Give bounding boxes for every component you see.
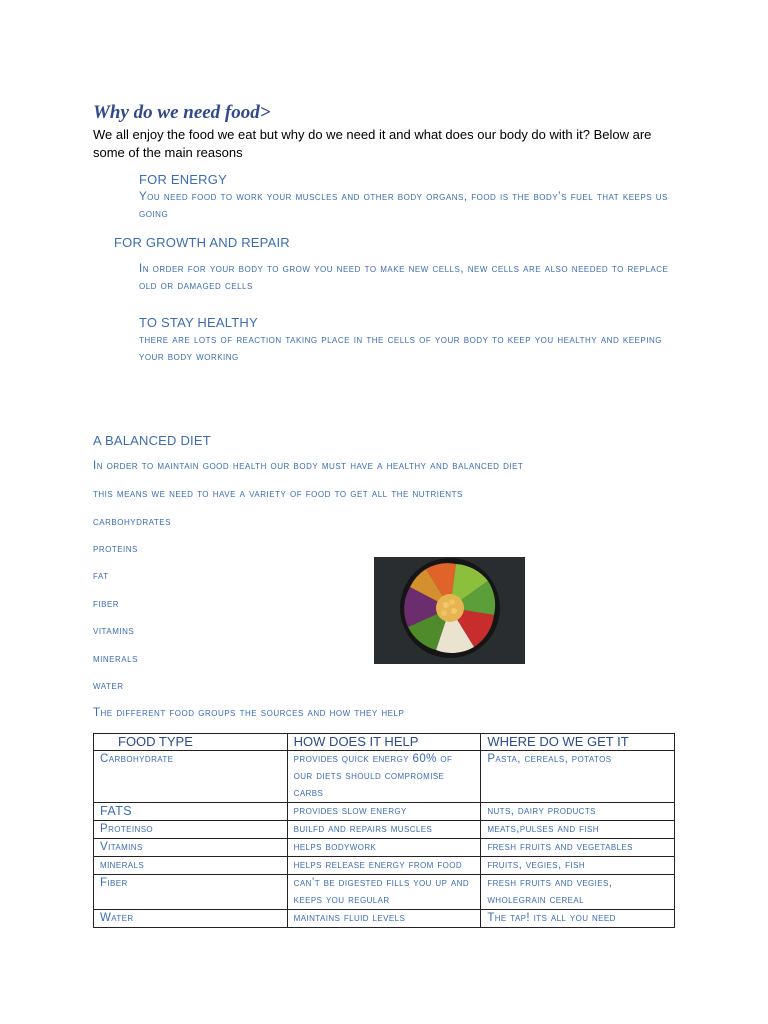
table-cell: provides quick energy 60% of our diets should compromise carbs [287, 751, 481, 803]
nutrient-item: fiber [93, 598, 120, 610]
table-row [94, 821, 675, 839]
salad-bowl-icon [374, 557, 525, 664]
balanced-line-2: this means we need to have a variety of food to get all the nutrients [93, 488, 463, 500]
table-cell: can’t be digested fills you up and keeps you regular [287, 875, 481, 910]
table-cell: helps release energy from food [287, 857, 481, 875]
table-cell: Fiber [94, 875, 288, 910]
nutrient-item: fat [93, 570, 109, 582]
table-cell: minerals [94, 857, 288, 875]
section-heading-energy: FOR ENERGY [139, 172, 227, 187]
nutrient-item: proteins [93, 543, 138, 555]
section-text-growth: In order for your body to grow you need to make new cells, new cells are also needed to replace old or damaged cells [139, 263, 669, 292]
page-title: Why do we need food> [93, 102, 271, 123]
table-cell: Water [94, 910, 288, 928]
table-cell: meats,pulses and fish [481, 821, 675, 839]
table-cell: helps bodywork [287, 839, 481, 857]
nutrient-item: vitamins [93, 625, 135, 637]
table-cell: FATS [94, 803, 288, 821]
section-text-healthy: there are lots of reaction taking place in the cells of your body to keep you healthy and keeping your body working [139, 334, 662, 363]
nutrient-item: water [93, 680, 124, 692]
section-text-energy: You need food to work your muscles and other body organs, food is the body’s fuel that keeps us going [139, 191, 668, 220]
table-cell: Carbohydrate [94, 751, 288, 803]
table-cell: provides slow energy [287, 803, 481, 821]
nutrient-item: carbohydrates [93, 516, 171, 528]
table-header-row [94, 734, 675, 751]
table-row [94, 875, 675, 910]
table-cell: Proteinso [94, 821, 288, 839]
balanced-diet-heading: A BALANCED DIET [93, 433, 211, 448]
nutrient-item: minerals [93, 653, 138, 665]
table-row [94, 910, 675, 928]
food-groups-table [93, 733, 675, 928]
table-cell: The tap! its all you need [481, 910, 675, 928]
section-heading-healthy: TO STAY HEALTHY [139, 315, 258, 330]
table-cell: fruits, vegies, fish [481, 857, 675, 875]
table-row [94, 803, 675, 821]
food-groups-line: The different food groups the sources and how they help [93, 707, 405, 719]
table-cell: builfd and repairs muscles [287, 821, 481, 839]
table-cell: fresh fruits and vegies, wholegrain cereal [481, 875, 675, 910]
section-heading-growth: FOR GROWTH AND REPAIR [114, 235, 290, 250]
table-row [94, 857, 675, 875]
table-header: WHERE DO WE GET IT [481, 734, 675, 751]
intro-paragraph: We all enjoy the food we eat but why do we need it and what does our body do with it? Below are some of the main reasons [93, 127, 652, 160]
table-row [94, 839, 675, 857]
table-cell: nuts, dairy products [481, 803, 675, 821]
table-header: FOOD TYPE [94, 734, 288, 751]
table-cell: Pasta, cereals, potatos [481, 751, 675, 803]
table-cell: Vitamins [94, 839, 288, 857]
table-cell: fresh fruits and vegetables [481, 839, 675, 857]
salad-bowl-image [374, 557, 525, 664]
table-header: HOW DOES IT HELP [287, 734, 481, 751]
table-row [94, 751, 675, 803]
table-cell: maintains fluid levels [287, 910, 481, 928]
balanced-line-1: In order to maintain good health our body must have a healthy and balanced diet [93, 460, 524, 472]
